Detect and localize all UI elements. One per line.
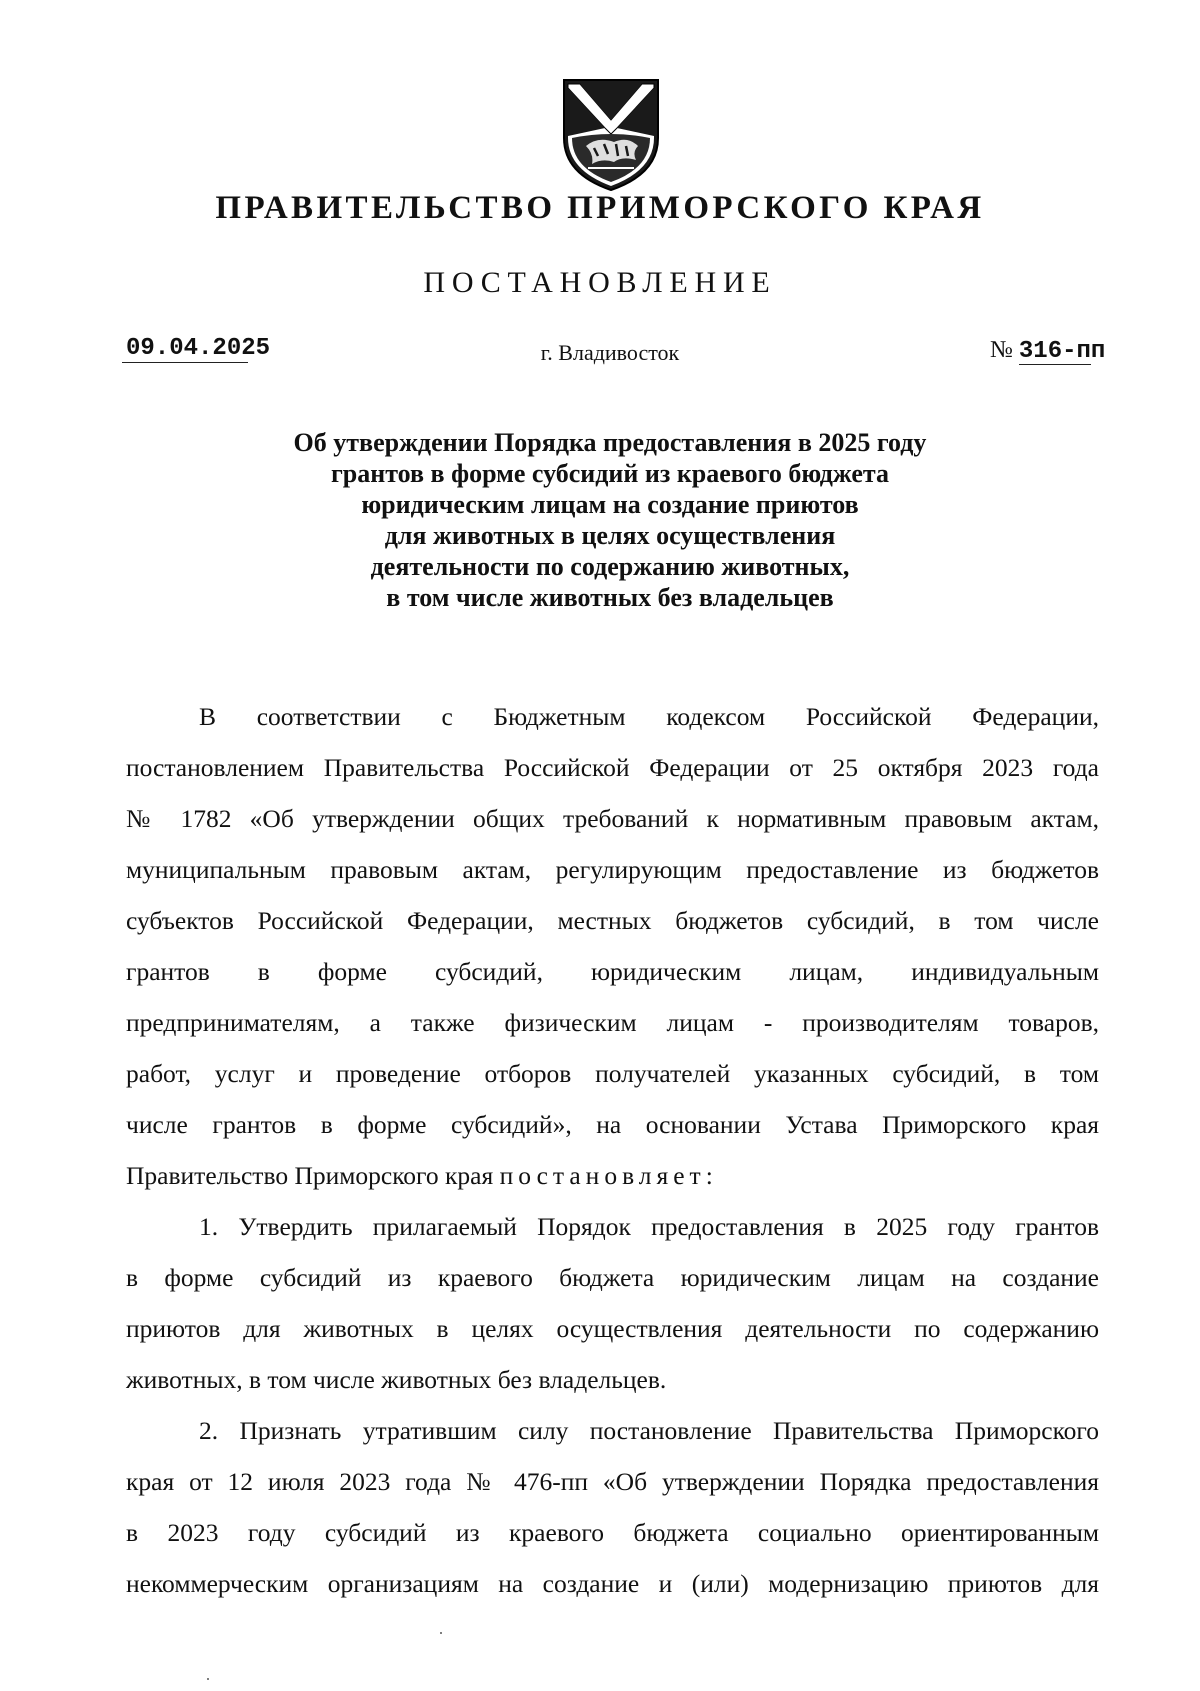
subject-line: Об утверждении Порядка предоставления в 2025 году [293,428,927,457]
document-city: г. Владивосток [540,340,680,365]
government-title: ПРАВИТЕЛЬСТВО ПРИМОРСКОГО КРАЯ [215,190,985,226]
item-1-line: приютов для животных в целях осуществления деятельности по содержанию [126,1314,1099,1343]
preamble-line: муниципальным правовым актам, регулирующим предоставление из бюджетов [126,855,1099,884]
preamble-line: субъектов Российской Федерации, местных бюджетов субсидий, в том числе [126,906,1099,935]
subject-line: для животных в целях осуществления [384,521,836,550]
subject-line: юридическим лицам на создание приютов [361,490,859,519]
preamble-line: предпринимателям, а также физическим лицам - производителям товаров, [126,1008,1099,1037]
item-2-line: 2. Признать утратившим силу постановление Правительства Приморского [199,1416,1099,1445]
document-subject [0,427,1200,613]
number-value: 316-пп [1018,338,1106,365]
item-2-line: некоммерческим организациям на создание и (или) модернизацию приютов для [126,1569,1099,1598]
scan-speck [440,1632,442,1634]
item-2-line: края от 12 июля 2023 года № 476-пп «Об утверждении Порядка предоставления [126,1467,1099,1496]
preamble-line: № 1782 «Об утверждении общих требований к нормативным правовым актам, [126,804,1099,833]
item-1-line: в форме субсидий из краевого бюджета юридическим лицам на создание [126,1263,1099,1292]
preamble-line: числе грантов в форме субсидий», на основании Устава Приморского края [126,1110,1099,1139]
preamble-closing [126,1150,1099,1201]
number-prefix: № [990,337,1013,363]
resolves-word: постановляет: [499,1161,718,1190]
preamble-closing-text: Правительство Приморского края [126,1161,500,1190]
document-type: ПОСТАНОВЛЕНИЕ [423,266,777,299]
subject-line: грантов в форме субсидий из краевого бюджета [330,459,889,488]
item-1-line: 1. Утвердить прилагаемый Порядок предоставления в 2025 году грантов [199,1212,1099,1241]
coat-of-arms-icon [558,76,664,194]
number-underline [1019,364,1091,365]
item-1-line: животных, в том числе животных без владельцев. [126,1365,667,1394]
scan-speck [207,1678,209,1680]
preamble-line: работ, услуг и проведение отборов получателей указанных субсидий, в том [126,1059,1099,1088]
preamble-line: В соответствии с Бюджетным кодексом Российской Федерации, [199,702,1099,731]
document-body [126,691,1099,1609]
preamble-line: постановлением Правительства Российской Федерации от 25 октября 2023 года [126,753,1099,782]
subject-line: деятельности по содержанию животных, [370,552,850,581]
item-2-line: в 2023 году субсидий из краевого бюджета социально ориентированным [126,1518,1099,1547]
document-date: 09.04.2025 [126,335,271,362]
document-number [990,337,1105,365]
preamble-line: грантов в форме субсидий, юридическим лицам, индивидуальным [126,957,1099,986]
subject-line: в том числе животных без владельцев [386,583,834,612]
